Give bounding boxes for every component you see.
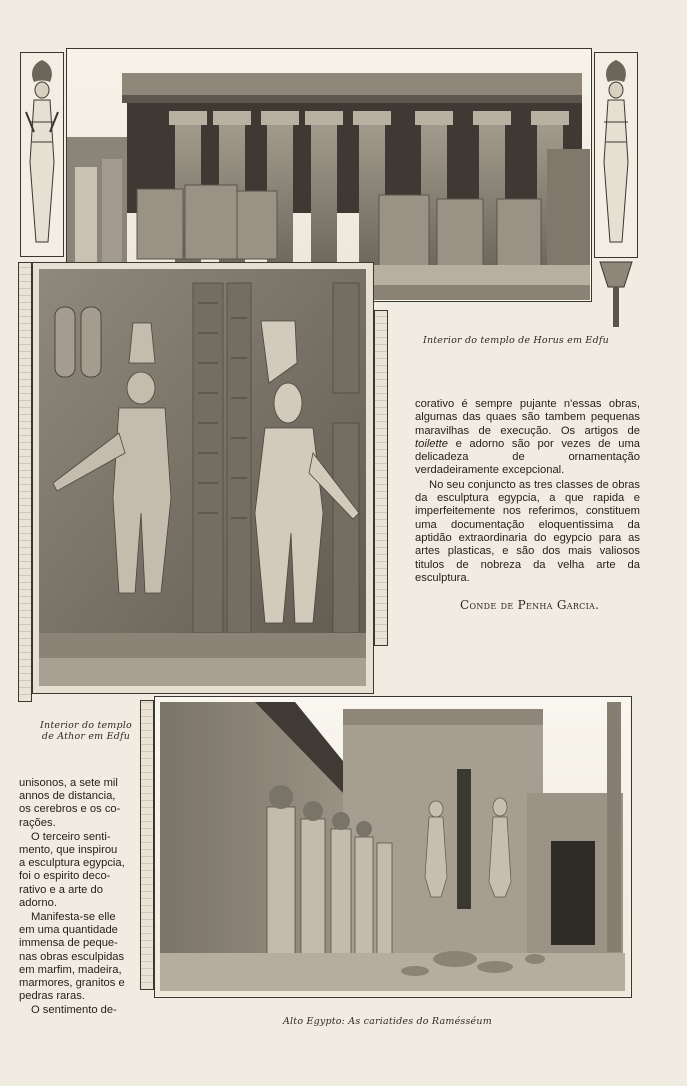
- caption-athor-line2: de Athor em Edfu: [41, 731, 131, 742]
- left-line: foi o espirito deco-: [19, 870, 111, 883]
- caption-ramesseum: Alto Egypto: As cariatides do Ramésséum: [283, 1016, 492, 1027]
- left-line: em marfim, madeira,: [19, 963, 122, 976]
- pillar-ornament-left: [140, 700, 154, 990]
- photo-ramesseum: [154, 696, 632, 998]
- left-line: rativo e a arte do: [19, 883, 103, 896]
- pharaoh-figure-right-ornament: [594, 52, 638, 332]
- left-line: rações.: [19, 816, 56, 829]
- left-line: unisonos, a sete mil: [19, 777, 118, 789]
- athor-relief-image: [33, 263, 372, 692]
- left-line: em uma quantidade: [19, 924, 118, 937]
- article-body: [415, 398, 640, 585]
- article-p1-end-text: e adorno são por vezes de uma delicadeza de ornamentação verdadeiramente excepcional.: [415, 437, 640, 477]
- left-line: annos de distancia,: [19, 790, 116, 803]
- photo-athor-relief: [32, 262, 374, 694]
- left-line: O terceiro senti-: [31, 830, 111, 843]
- article-paragraph-2: No seu conjuncto as tres classes de obras da esculptura egypcia, a que rapida e imperfeitemente nos referimos, constituem uma documentação eloquentissima da aptidão extraordinaria do egypcio para as artes plasticas, e são dos mais valiosos titulos de nobreza da velha arte da esculptura.: [415, 478, 640, 584]
- ramesseum-image: [155, 697, 630, 996]
- caption-athor-temple: [16, 720, 156, 742]
- left-paragraph-3: [19, 911, 137, 1003]
- author-signature: Conde de Penha Garcia.: [460, 598, 600, 612]
- left-line: immensa de peque-: [19, 937, 118, 950]
- left-line: adorno.: [19, 896, 57, 909]
- left-line: os cerebros e os co-: [19, 803, 121, 816]
- article-p1-emphasis: toilette: [415, 437, 448, 450]
- left-line: mento, que inspirou: [19, 844, 118, 857]
- left-text-column: [19, 777, 137, 1018]
- hieroglyph-border-left: [18, 262, 32, 702]
- left-line: pedras raras.: [19, 990, 85, 1003]
- caption-horus-temple: Interior do templo de Horus em Edfu: [423, 335, 609, 346]
- left-paragraph-4: [19, 1004, 137, 1017]
- left-paragraph-1: [19, 777, 137, 830]
- hieroglyph-border-right: [374, 310, 388, 646]
- left-line: nas obras esculpidas: [19, 950, 125, 963]
- left-line: marmores, granitos e: [19, 977, 125, 990]
- left-line: a esculptura egypcia,: [19, 857, 125, 870]
- article-paragraph-1: [415, 398, 640, 478]
- left-paragraph-2: [19, 831, 137, 910]
- pharaoh-figure-left-ornament: [20, 52, 64, 257]
- left-line: O sentimento de-: [31, 1004, 117, 1017]
- left-line: Manifesta-se elle: [31, 911, 116, 924]
- article-p1-text: corativo é sempre pujante n'essas obras, algumas das quaes são tambem pequenas maravilhas de execução. Os artigos de: [415, 398, 640, 437]
- caption-athor-line1: Interior do templo: [40, 720, 132, 731]
